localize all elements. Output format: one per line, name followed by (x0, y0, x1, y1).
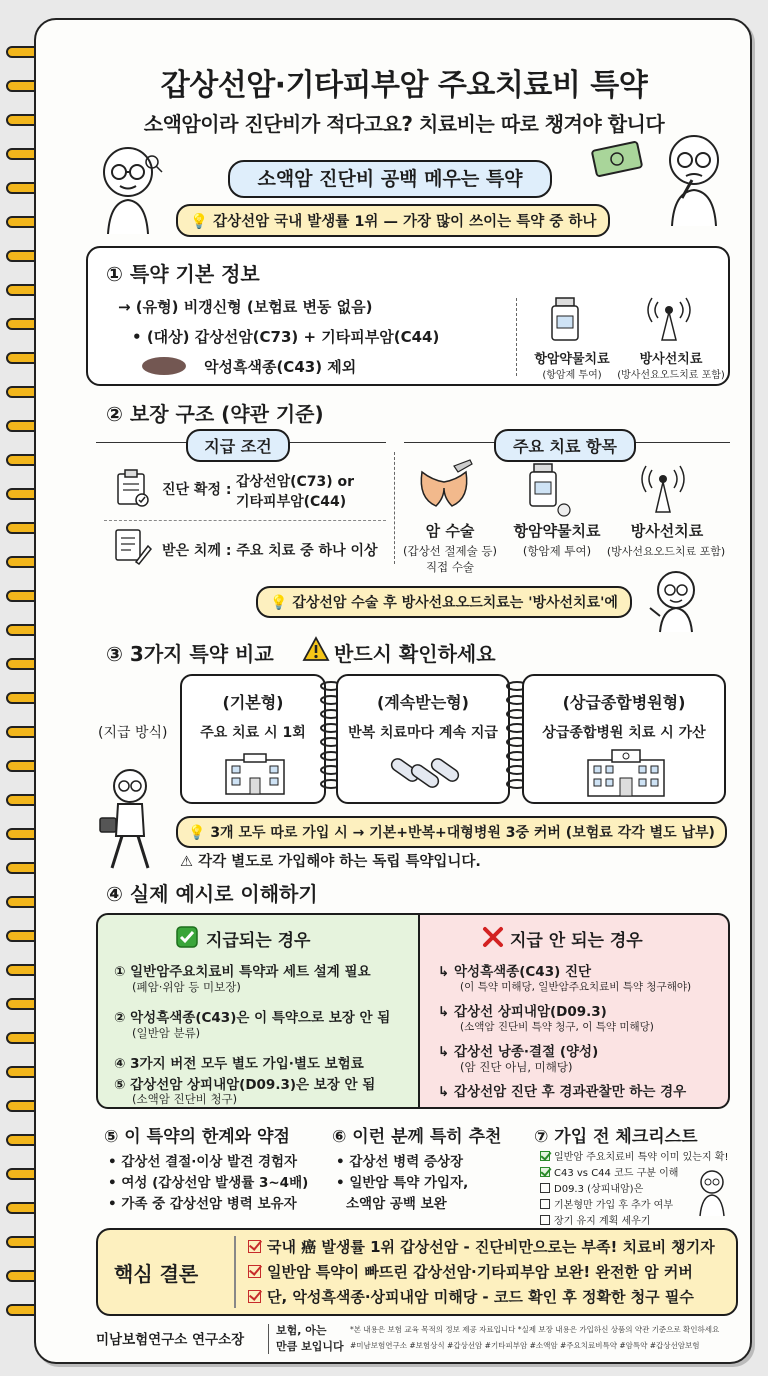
researcher-character-icon (92, 142, 168, 238)
return-arrow-icon: ↳ (438, 1044, 455, 1060)
type-text: (유형) 비갱신형 (보험료 변동 없음) (135, 298, 373, 316)
tip-box-radiation: 💡 갑상선암 수술 후 방사선요오드치료는 '방사선치료'에 (256, 586, 632, 618)
treatment-surgery-sub: (갑상선 절제술 등) (402, 544, 498, 558)
red-check-icon (248, 1240, 261, 1253)
checkbox-checked[interactable] (540, 1151, 550, 1161)
hospital-icon (220, 752, 290, 796)
limit-item: • 갑상선 결절·이상 발견 경험자 (108, 1154, 298, 1170)
covered-item: ⑤ 갑상선암 상피내암(D09.3)은 보장 안 됨 (114, 1077, 376, 1093)
conclusion-line (248, 1286, 694, 1307)
treatment-chemo: 항암약물치료 (513, 522, 601, 540)
checklist-item[interactable] (540, 1180, 643, 1195)
disclaimer: *본 내용은 보험 교육 목적의 정보 제공 자료입니다 *실제 보장 내용은 가입하신 상품의 약관 기준으로 확인하세요 (350, 1325, 720, 1334)
pills-icon (388, 752, 464, 796)
recommend-text: 갑상선 병력 증상장 (349, 1154, 464, 1170)
treatment-radiation: 방사선치료 (630, 522, 704, 540)
page-subtitle: 소액암이라 진단비가 적다고요? 치료비는 따로 챙겨야 합니다 (143, 112, 665, 136)
plan-title: (기본형) (222, 693, 284, 712)
limit-item: • 여성 (갑상선암 발생률 3~4배) (108, 1175, 309, 1191)
conclusion-line (248, 1261, 693, 1282)
tip-box-combo: 💡 3개 모두 따로 가입 시 → 기본+반복+대형병원 3중 커버 (보험료 각각 별도 납부) (176, 816, 727, 848)
section-heading: ⑥ 이런 분께 특히 추천 (332, 1127, 502, 1147)
conclusion-text: 일반암 특약이 빠뜨린 갑상선암·기타피부암 보완! 완전한 암 커버 (267, 1263, 693, 1281)
chemo-label: 항암약물치료 (534, 352, 610, 367)
page-title: 갑상선암·기타피부암 주요치료비 특약 (160, 68, 648, 103)
not-covered-title: 지급 안 되는 경우 (510, 931, 643, 951)
condition-2-text: 받은 치께 : 주요 치료 중 하나 이상 (162, 543, 378, 559)
checklist-text: 장기 유지 계획 세우기 (554, 1216, 651, 1227)
covered-title: 지급되는 경우 (206, 931, 311, 951)
green-check-icon (176, 926, 198, 948)
treatment-chemo-sub: (항암제 투여) (522, 544, 592, 558)
slogan: 보험, 아는 (276, 1324, 327, 1337)
covered-item-sub: (소액암 진단비 청구) (132, 1092, 238, 1106)
checklist-text: C43 vs C44 코드 구분 이해 (554, 1168, 679, 1179)
independent-note (180, 850, 481, 871)
covered-item: ② 악성흑색종(C43)은 이 특약으로 보장 안 됨 (114, 1010, 391, 1026)
tip-box-header: 💡 갑상선암 국내 발생률 1위 — 가장 많이 쓰이는 특약 중 하나 (176, 204, 610, 237)
limit-text: 여성 (갑상선암 발생률 3~4배) (121, 1175, 309, 1191)
not-covered-item-sub: (소액암 진단비 특약 청구, 이 특약 미해당) (460, 1021, 654, 1033)
radiation-antenna-icon (636, 460, 690, 516)
document-pencil-icon (112, 526, 152, 566)
plan-desc: 상급종합병원 치료 시 가산 (542, 725, 706, 741)
radiation-sublabel: (방사선요오드치료 포함) (617, 370, 725, 381)
walking-man-icon (92, 766, 170, 874)
covered-item-sub: (일반암 분류) (132, 1026, 201, 1040)
tip-text: 갑상선암 국내 발생률 1위 — 가장 많이 쓰이는 특약 중 하나 (213, 214, 597, 230)
note-text: 각각 별도로 가입해야 하는 독립 특약입니다. (198, 854, 481, 870)
checkbox[interactable] (540, 1199, 550, 1209)
checkbox[interactable] (540, 1183, 550, 1193)
recommend-item: • 일반암 특약 가입자, (336, 1175, 469, 1191)
not-covered-item (438, 960, 591, 980)
divider (268, 1324, 269, 1354)
divider (516, 298, 517, 376)
plan-desc: 반복 치료마다 계속 지급 (348, 725, 498, 741)
recommend-item: • 갑상선 병력 증상장 (336, 1154, 464, 1170)
recommend-item: 소액암 공백 보완 (346, 1196, 447, 1212)
section-heading: ③ 3가지 특약 비교 (106, 642, 274, 666)
melanoma-spot-icon (140, 355, 192, 377)
tip-text: 3개 모두 따로 가입 시 → 기본+반복+대형병원 3중 커버 (보험료 각각 별도 납부) (210, 825, 715, 841)
return-arrow-icon: ↳ (438, 1084, 455, 1100)
limit-text: 갑상선 결절·이상 발견 경험자 (121, 1154, 298, 1170)
medicine-bottle-icon (548, 296, 582, 344)
checklist-text: D09.3 (상피내암)은 (554, 1184, 644, 1195)
thumbs-up-man-icon (692, 1168, 732, 1218)
conclusion-text: 단, 악성흑색종·상피내암 미해당 - 코드 확인 후 정확한 청구 필수 (267, 1288, 694, 1306)
plan-card-tertiary (522, 674, 726, 804)
plan-card-basic (180, 674, 326, 804)
clipboard-check-icon (112, 468, 152, 508)
warning-text: 반드시 확인하세요 (334, 642, 496, 666)
divider (104, 520, 386, 521)
hashtags: #미남보험연구소 #보험상식 #갑상선암 #기타피부암 #소액암 #주요치료비특약 #암특약 #갑상선암보험 (350, 1341, 700, 1350)
tip-text: 갑상선암 수술 후 방사선요오드치료는 '방사선치료'에 (292, 595, 618, 611)
section-heading: ② 보장 구조 (약관 기준) (106, 402, 324, 426)
not-covered-text: 갑상선 상피내암(D09.3) (454, 1004, 607, 1020)
condition-1-value: 기타피부암(C44) (236, 494, 347, 510)
checklist-item[interactable] (540, 1164, 678, 1179)
plan-title: (계속받는형) (377, 693, 469, 712)
radiation-antenna-icon (644, 294, 694, 344)
return-arrow-icon: ↳ (438, 964, 455, 980)
checklist-text: 기본형만 가입 후 추가 여부 (554, 1200, 673, 1211)
banner-pill: 소액암 진단비 공백 메우는 특약 (228, 160, 552, 198)
slogan: 만큼 보입니다 (276, 1340, 344, 1353)
recommend-text: 일반암 특약 가입자, (349, 1175, 469, 1191)
author-name: 미남보험연구소 연구소장 (96, 1332, 245, 1348)
thinking-man-icon (652, 128, 732, 228)
chemo-sublabel: (항암제 투여) (542, 370, 602, 381)
condition-tag: 지급 조건 (186, 429, 290, 462)
checkbox-checked[interactable] (540, 1167, 550, 1177)
conclusion-text: 국내 癌 발생률 1위 갑상선암 - 진단비만으로는 부족! 치료비 챙기자 (267, 1238, 715, 1256)
warning-icon (302, 636, 330, 662)
not-covered-item (438, 1080, 686, 1100)
bullet-icon: • (132, 328, 147, 346)
checklist-item[interactable] (540, 1212, 650, 1227)
not-covered-item (438, 1000, 607, 1020)
arrow-icon: → (118, 298, 136, 316)
checklist-item[interactable] (540, 1148, 728, 1163)
divider (394, 452, 395, 564)
treatment-surgery: 암 수술 (425, 522, 475, 540)
treatment-radiation-sub: (방사선요오드치료 포함) (606, 545, 726, 558)
section-heading: ⑦ 가입 전 체크리스트 (534, 1127, 698, 1147)
medicine-bottle-icon (524, 462, 574, 518)
pointing-man-icon (646, 568, 702, 634)
condition-1-label: 진단 확정 : (162, 482, 232, 498)
section-heading: ④ 실제 예시로 이해하기 (106, 882, 318, 906)
limit-item: • 가족 중 갑상선암 병력 보유자 (108, 1196, 297, 1212)
exclude-text: 악성흑색종(C43) 제외 (204, 358, 357, 376)
target-line (132, 326, 439, 347)
target-text: (대상) 갑상선암(C73) + 기타피부암(C44) (146, 328, 440, 346)
red-x-icon (482, 926, 504, 948)
payment-method-label: (지급 방식) (98, 725, 168, 741)
section-heading: ⑤ 이 특약의 한계와 약점 (104, 1127, 290, 1147)
treatment-tag: 주요 치료 항목 (494, 429, 636, 462)
checklist-text: 일반암 주요치료비 특약 이미 있는지 확! (554, 1152, 729, 1163)
conclusion-line (248, 1236, 715, 1257)
not-covered-item-sub: (암 진단 아님, 미해당) (460, 1060, 573, 1074)
thyroid-scalpel-icon (414, 458, 476, 518)
section-heading: ① 특약 기본 정보 (106, 262, 260, 286)
checklist-item[interactable] (540, 1196, 673, 1211)
money-icon (590, 136, 646, 182)
plan-card-continuous (336, 674, 510, 804)
plan-title: (상급종합병원형) (562, 693, 686, 712)
not-covered-text: 갑상선 낭종·결절 (양성) (454, 1044, 599, 1060)
limit-text: 가족 중 갑상선암 병력 보유자 (121, 1196, 297, 1212)
checkbox[interactable] (540, 1215, 550, 1225)
return-arrow-icon: ↳ (438, 1004, 455, 1020)
warning-icon: ⚠ (180, 854, 199, 870)
covered-item-sub: (폐암·위암 등 미보장) (132, 980, 241, 994)
covered-item: ④ 3가지 버전 모두 별도 가입·별도 보험료 (114, 1056, 364, 1072)
large-hospital-icon (584, 748, 668, 798)
divider (234, 1236, 236, 1308)
red-check-icon (248, 1290, 261, 1303)
not-covered-item-sub: (이 특약 미해당, 일반암주요치료비 특약 청구해야) (460, 981, 692, 993)
treatment-surgery-sub: 직접 수술 (425, 560, 475, 574)
not-covered-text: 갑상선암 진단 후 경과관찰만 하는 경우 (454, 1084, 687, 1100)
plan-desc: 주요 치료 시 1회 (200, 725, 306, 741)
not-covered-text: 악성흑색종(C43) 진단 (454, 964, 592, 980)
type-line (118, 296, 372, 317)
not-covered-item (438, 1040, 598, 1060)
covered-item: ① 일반암주요치료비 특약과 세트 설계 필요 (114, 964, 371, 980)
conclusion-label: 핵심 결론 (114, 1262, 199, 1286)
condition-1-value: 갑상선암(C73) or (236, 474, 355, 490)
radiation-label: 방사선치료 (639, 352, 703, 367)
red-check-icon (248, 1265, 261, 1278)
